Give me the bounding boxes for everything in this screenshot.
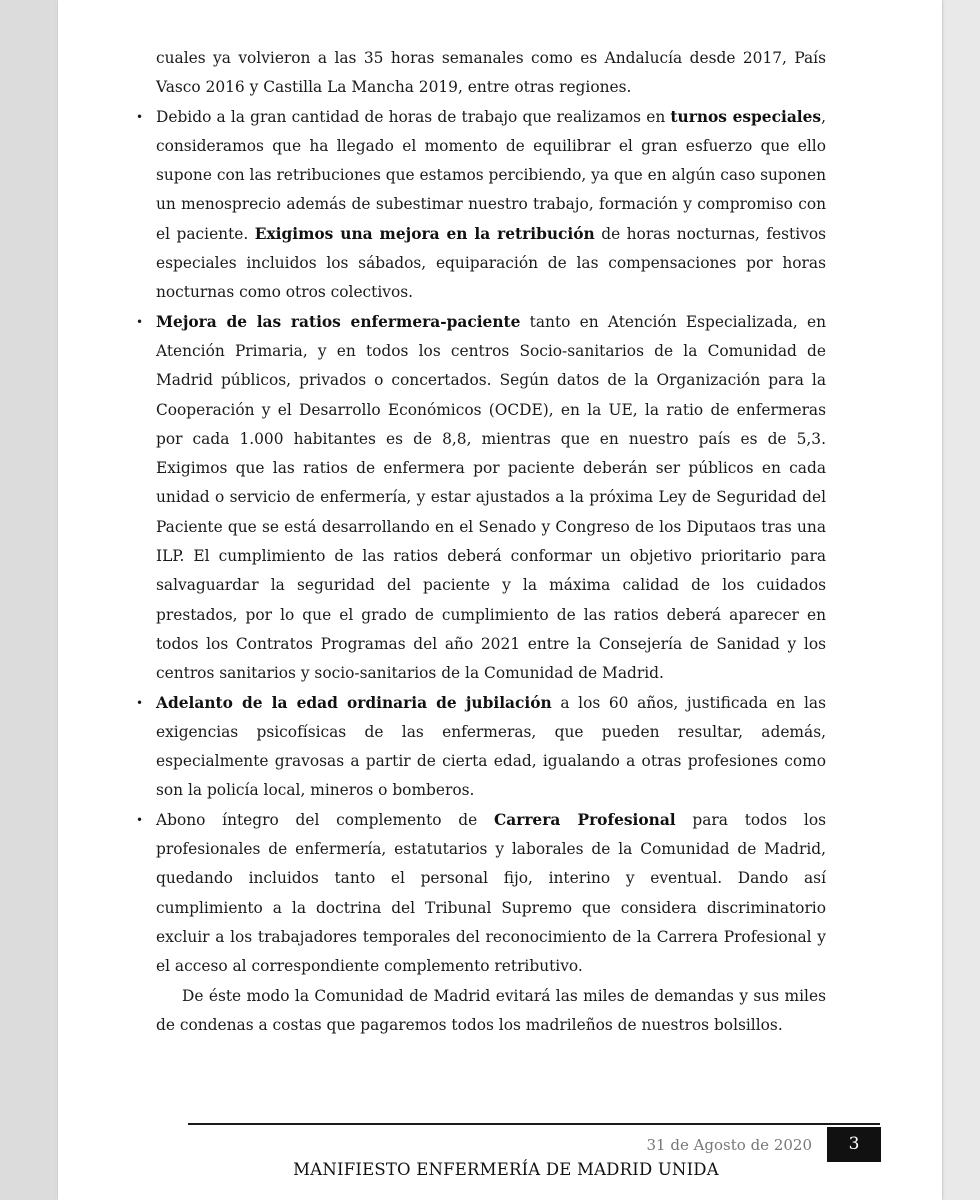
page-number-badge: 3 [827, 1127, 881, 1162]
footer-title: MANIFIESTO ENFERMERÍA DE MADRID UNIDA [293, 1160, 719, 1179]
viewer-right-margin [942, 0, 980, 1200]
document-body [136, 44, 826, 1040]
text-span: , consideramos que ha llegado el momento de equilibrar el gran esfuerzo que ello supone con las retribuciones que estamos percibiendo, ya que en algún caso suponen un menosprecio además de subestimar nuestro trabajo, formación y compromiso con el paciente. [156, 107, 826, 243]
footer-divider [188, 1123, 880, 1125]
text-span: a los 60 años, justificada en las exigencias psicofísicas de las enfermeras, que pueden resultar, además, especialmente gravosas a partir de cierta edad, igualando a otras profesiones como son la policía local, mineros o bomberos. [156, 693, 826, 800]
bold-span: Mejora de las ratios enfermera-paciente [156, 312, 521, 331]
list-item-ratios [136, 308, 826, 689]
bold-span: turnos especiales [670, 107, 822, 126]
bullet-icon: • [136, 695, 144, 710]
bold-span: Adelanto de la edad ordinaria de jubilación [156, 693, 552, 712]
closing-paragraph: De éste modo la Comunidad de Madrid evitará las miles de demandas y sus miles de condenas a costas que pagaremos todos los madrileños de nuestros bolsillos. [156, 986, 826, 1034]
viewer-left-margin [0, 0, 56, 1200]
bullet-icon: • [136, 812, 144, 827]
bold-span: Carrera Profesional [493, 810, 676, 829]
text-span: para todos los profesionales de enfermería, estatutarios y laborales de la Comunidad de Madrid, quedando incluidos tanto el personal fijo, interino y eventual. Dando así cumplimiento a la doctrina del Tribunal Supremo que considera discriminatorio excluir a los trabajadores temporales del reconocimiento de la Carrera Profesional y el acceso al correspondiente complemento retributivo. [156, 810, 826, 976]
footer-date: 31 de Agosto de 2020 [646, 1136, 812, 1154]
bold-span: Exigimos una mejora en la retribución [254, 224, 595, 243]
continuation-paragraph: cuales ya volvieron a las 35 horas semanales como es Andalucía desde 2017, País Vasco 2016 y Castilla La Mancha 2019, entre otras regiones. [156, 49, 826, 97]
text-span: tanto en Atención Especializada, en Atención Primaria, y en todos los centros Socio-sanitarios de la Comunidad de Madrid públicos, privados o concertados. Según datos de la Organización para la Cooperación y el Desarrollo Económicos (OCDE), en la UE, la ratio de enfermeras por cada 1.000 habitantes es de 8,8, mientras que en nuestro país es de 5,3. Exigimos que las ratios de enfermera por paciente deberán ser públicos en cada unidad o servicio de enfermería, y estar ajustados a la próxima Ley de Seguridad del Paciente que se está desarrollando en el Senado y Congreso de los Diputaos tras una ILP. El cumplimiento de las ratios deberá conformar un objetivo prioritario para salvaguardar la seguridad del paciente y la máxima calidad de los cuidados prestados, por lo que el grado de cumplimiento de las ratios deberá aparecer en todos los Contratos Programas del año 2021 entre la Consejería de Sanidad y los centros sanitarios y socio-sanitarios de la Comunidad de Madrid. [156, 312, 826, 683]
text-span: Abono íntegro del complemento de [156, 810, 494, 829]
list-item-carrera-profesional [136, 806, 826, 982]
list-item-jubilacion [136, 689, 826, 806]
bullet-icon: • [136, 314, 144, 329]
text-span: de horas nocturnas, festivos especiales incluidos los sábados, equiparación de las compensaciones por horas nocturnas como otros colectivos. [156, 224, 826, 302]
list-item-turnos-especiales [136, 103, 826, 308]
bullet-icon: • [136, 109, 144, 124]
text-span: Debido a la gran cantidad de horas de trabajo que realizamos en [156, 107, 671, 126]
